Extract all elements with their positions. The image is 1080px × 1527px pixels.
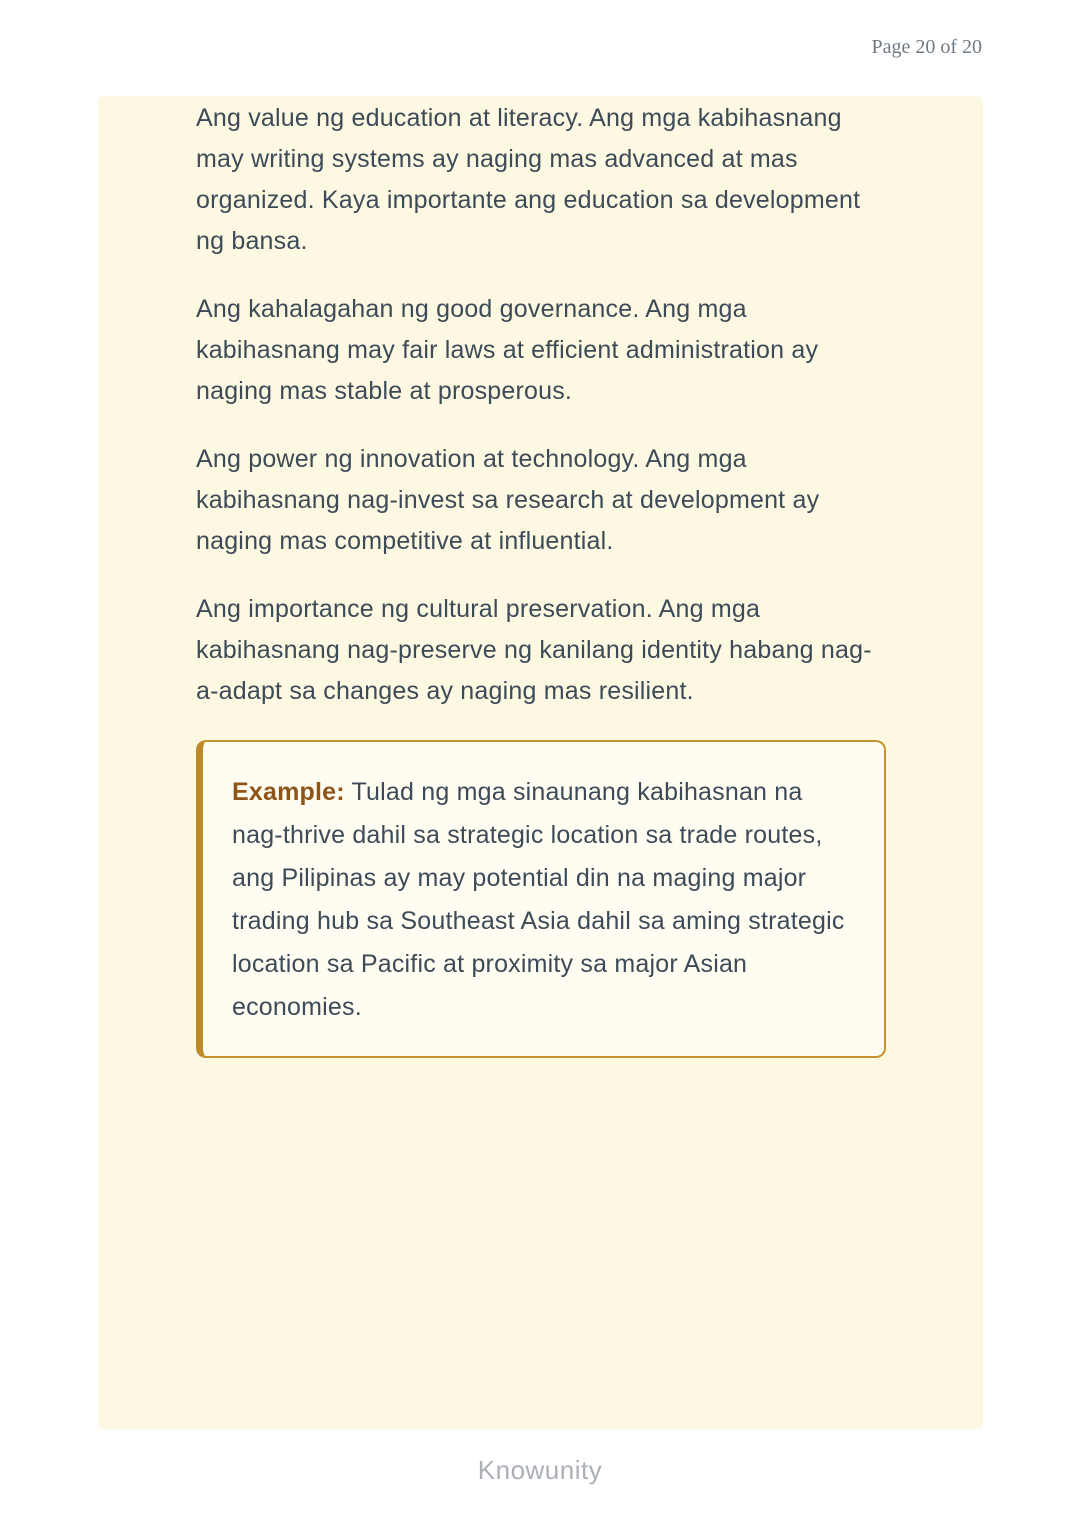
example-callout-box [196, 740, 886, 1058]
example-body: Tulad ng mga sinaunang kabihasnan na nag-thrive dahil sa strategic location sa trade routes, ang Pilipinas ay may potential din na maging major trading hub sa Southeast Asia dahil sa aming strategic location sa Pacific at proximity sa major Asian economies. [232, 778, 845, 1021]
content-card [98, 96, 983, 1429]
paragraph-good-governance: Ang kahalagahan ng good governance. Ang mga kabihasnang may fair laws at efficient administration ay naging mas stable at prosperous. [196, 295, 819, 405]
page-indicator: Page 20 of 20 [871, 36, 982, 58]
example-text [232, 771, 852, 1029]
paragraph-innovation-technology: Ang power ng innovation at technology. Ang mga kabihasnang nag-invest sa research at development ay naging mas competitive at influential. [196, 445, 820, 555]
paragraph-education-literacy: Ang value ng education at literacy. Ang mga kabihasnang may writing systems ay naging mas advanced at mas organized. Kaya importante ang education sa development ng bansa. [196, 104, 861, 255]
example-label: Example: [232, 778, 345, 806]
footer-brand: Knowunity [477, 1455, 603, 1485]
paragraph-cultural-preservation: Ang importance ng cultural preservation. Ang mga kabihasnang nag-preserve ng kanilang identity habang nag-a-adapt sa changes ay naging mas resilient. [196, 595, 872, 705]
